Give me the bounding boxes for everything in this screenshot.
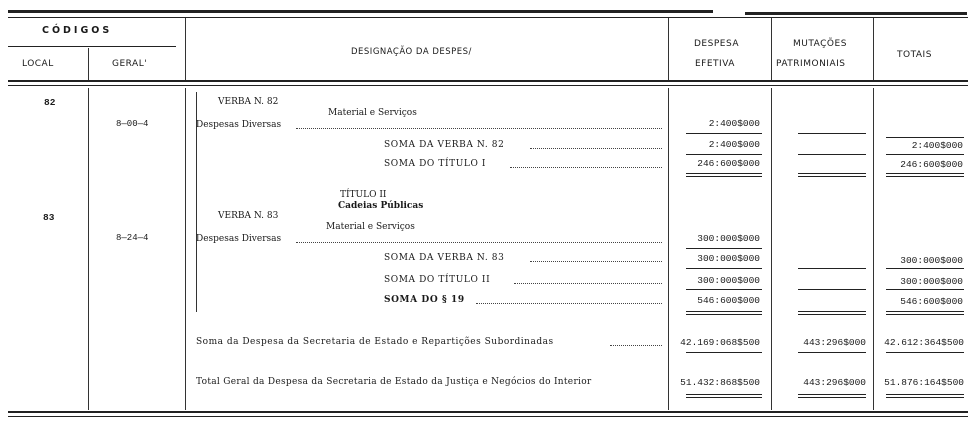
- bottom-rule: [8, 411, 968, 413]
- header-bottom-rule: [8, 80, 968, 82]
- block1-dbl-mut-1: [798, 173, 866, 174]
- bottom-rule-2: [8, 416, 968, 417]
- block2-underline-mut-2: [798, 268, 866, 269]
- header-despesa-2: EFETIVA: [695, 59, 735, 69]
- total-geral-dbl-2: [686, 397, 762, 398]
- total-geral-dbl-mut-2: [798, 397, 866, 398]
- soma-secretaria-mutacoes: 443:296$000: [803, 337, 866, 348]
- soma-secretaria-label: Soma da Despesa da Secretaria de Estado e Repartições Subordinadas: [196, 337, 554, 347]
- block1-desc-leader: [296, 127, 662, 129]
- block2-geral: 8—24—4: [116, 233, 149, 243]
- block1-soma-verba-value: 2:400$000: [708, 139, 760, 150]
- block1-dbl-mut-2: [798, 176, 866, 177]
- body-divider-mutacoes: [873, 88, 874, 410]
- block2-soma-titulo-leader: [514, 282, 662, 284]
- top-rule: [8, 10, 713, 13]
- total-geral-dbl-1: [686, 394, 762, 395]
- block2-underline-tot-2: [886, 268, 964, 269]
- block2-soma-verba-total: 300:000$000: [900, 255, 963, 266]
- total-geral-despesa: 51.432:868$500: [680, 377, 760, 388]
- block2-dbl-mut-2: [798, 314, 866, 315]
- block1-soma-titulo: SOMA DO TÍTULO I: [384, 159, 487, 169]
- block2-desc: Despesas Diversas: [196, 234, 282, 244]
- header-local: LOCAL: [22, 59, 54, 69]
- header-geral: GERAL': [112, 59, 148, 69]
- header-divider-despesa: [771, 18, 772, 80]
- block2-verba: VERBA N. 83: [218, 211, 279, 221]
- soma-secretaria-underline: [686, 352, 762, 353]
- total-geral-label: Total Geral da Despesa da Secretaria de Estado da Justiça e Negócios do Interior: [196, 377, 592, 387]
- header-divider-geral: [185, 18, 186, 80]
- soma-secretaria-leader: [610, 344, 662, 346]
- block1-dbl-2: [686, 176, 762, 177]
- total-geral-dbl-tot-1: [886, 394, 964, 395]
- block1-soma-titulo-leader: [510, 166, 662, 168]
- block1-dbl-tot-2: [886, 176, 964, 177]
- block1-underline-mut: [798, 133, 866, 134]
- block2-dbl-tot-1: [886, 311, 964, 312]
- block2-desc-leader: [296, 241, 662, 243]
- total-geral-dbl-mut-1: [798, 394, 866, 395]
- header-divider-local: [88, 48, 89, 80]
- block1-underline-tot-2: [886, 154, 964, 155]
- body-divider-local: [88, 88, 89, 410]
- block2-soma-par-total: 546:600$000: [900, 296, 963, 307]
- block2-underline-3: [686, 289, 762, 290]
- header-divider-mutacoes: [873, 18, 874, 80]
- body-divider-geral: [185, 88, 186, 410]
- total-geral-mutacoes: 443:296$000: [803, 377, 866, 388]
- total-geral-dbl-tot-2: [886, 397, 964, 398]
- block1-material: Material e Serviços: [328, 108, 417, 118]
- block1-desc: Despesas Diversas: [196, 120, 282, 130]
- block2-cadeias: Cadeias Públicas: [338, 201, 424, 211]
- block2-desc-value: 300:000$000: [697, 233, 760, 244]
- codigos-underline: [8, 46, 176, 47]
- block2-dbl-2: [686, 314, 762, 315]
- block2-underline-2: [686, 268, 762, 269]
- top-rule-right: [745, 12, 967, 15]
- block1-verba: VERBA N. 82: [218, 97, 279, 107]
- body-divider-desig: [668, 88, 669, 410]
- block2-soma-verba: SOMA DA VERBA N. 83: [384, 253, 505, 263]
- body-divider-despesa: [771, 88, 772, 410]
- block2-soma-verba-value: 300:000$000: [697, 253, 760, 264]
- header-divider-desig: [668, 18, 669, 80]
- block1-underline-1: [686, 133, 762, 134]
- header-totais: TOTAIS: [897, 50, 932, 60]
- block1-soma-verba-leader: [530, 147, 662, 149]
- block2-underline-tot-3: [886, 289, 964, 290]
- block1-soma-titulo-value: 246:600$000: [697, 158, 760, 169]
- block2-soma-par-value: 546:600$000: [697, 295, 760, 306]
- total-geral-total: 51.876:164$500: [884, 377, 964, 388]
- block2-titulo: TÍTULO II: [340, 190, 387, 200]
- block1-soma-titulo-total: 246:600$000: [900, 159, 963, 170]
- block2-dbl-1: [686, 311, 762, 312]
- header-designacao: DESIGNAÇÃO DA DESPES/: [351, 47, 472, 57]
- header-despesa-1: DESPESA: [694, 39, 739, 49]
- block2-soma-verba-leader: [530, 260, 662, 262]
- soma-secretaria-underline-mut: [798, 352, 866, 353]
- block1-desc-value: 2:400$000: [708, 118, 760, 129]
- soma-secretaria-despesa: 42.169:068$500: [680, 337, 760, 348]
- soma-secretaria-total: 42.612:364$500: [884, 337, 964, 348]
- block1-underline-2: [686, 154, 762, 155]
- block2-local: 83: [43, 212, 55, 223]
- block1-dbl-1: [686, 173, 762, 174]
- block2-soma-titulo: SOMA DO TÍTULO II: [384, 275, 491, 285]
- block1-soma-verba-total: 2:400$000: [911, 140, 963, 151]
- block2-soma-par: SOMA DO § 19: [384, 295, 465, 305]
- top-rule-thin: [8, 17, 968, 18]
- block1-local: 82: [44, 97, 56, 108]
- block1-underline-tot: [886, 137, 964, 138]
- block2-soma-titulo-total: 300:000$000: [900, 276, 963, 287]
- block2-material: Material e Serviços: [326, 222, 415, 232]
- header-bottom-rule-2: [8, 85, 968, 86]
- header-codigos: CÓDIGOS: [42, 25, 113, 36]
- block1-underline-mut-2: [798, 154, 866, 155]
- soma-secretaria-underline-tot: [886, 352, 964, 353]
- block1-soma-verba: SOMA DA VERBA N. 82: [384, 140, 505, 150]
- block2-dbl-tot-2: [886, 314, 964, 315]
- block2-underline-mut-3: [798, 289, 866, 290]
- block2-soma-par-leader: [476, 302, 662, 304]
- header-mutacoes-2: PATRIMONIAIS: [776, 59, 846, 69]
- block2-dbl-mut-1: [798, 311, 866, 312]
- block2-underline-1: [686, 248, 762, 249]
- block2-soma-titulo-value: 300:000$000: [697, 275, 760, 286]
- header-mutacoes-1: MUTAÇÕES: [793, 39, 847, 49]
- block1-dbl-tot-1: [886, 173, 964, 174]
- block1-geral: 8—00—4: [116, 119, 149, 129]
